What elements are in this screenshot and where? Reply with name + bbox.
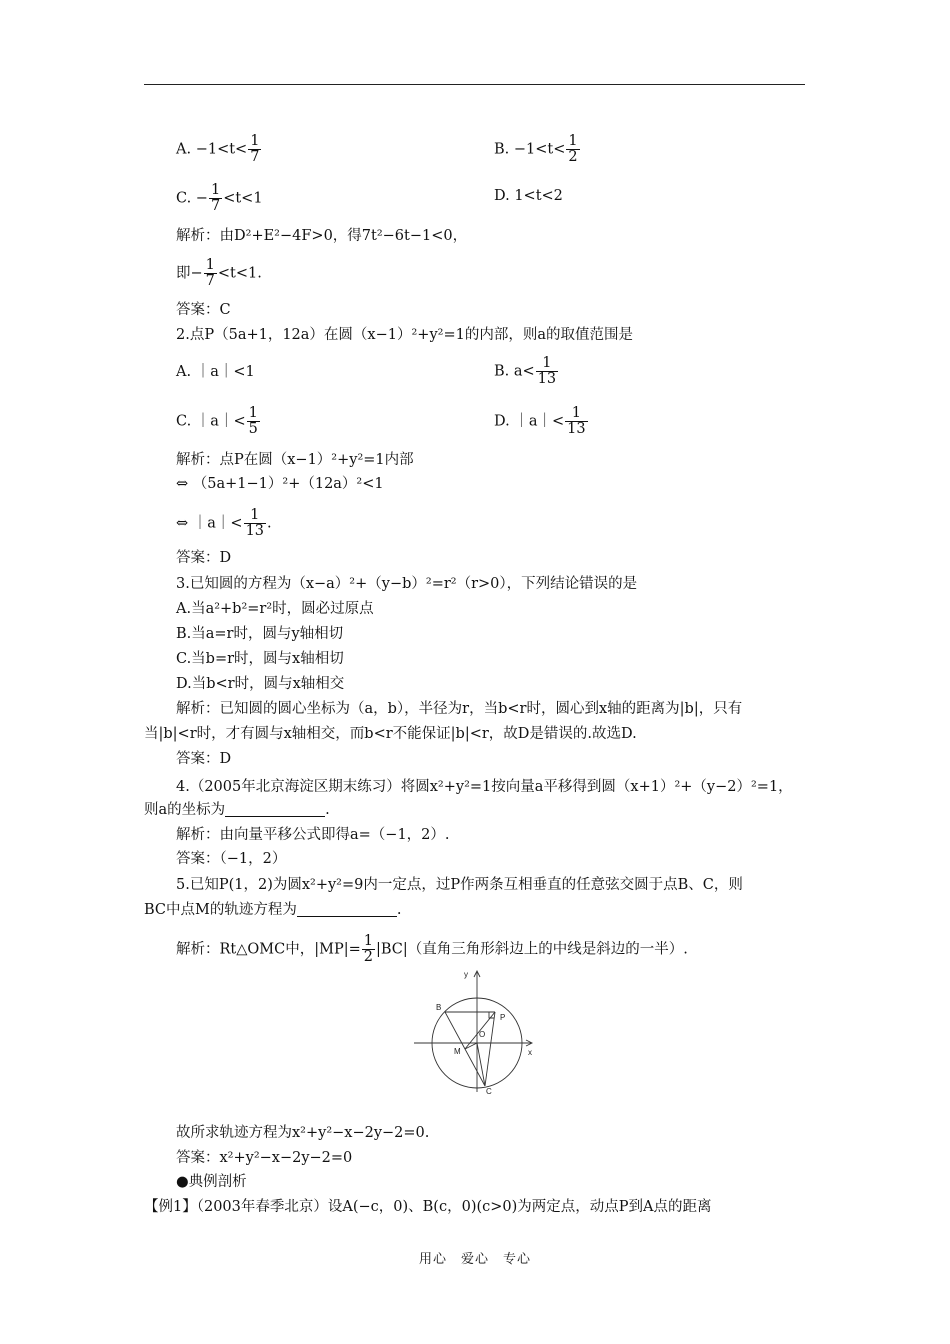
label-y: y [464,970,468,979]
q2-option-d: D. ｜a｜< $\frac{1}{13}$ [494,405,586,437]
q2-answer: 答案：D [176,550,232,566]
label-o: O [479,1030,486,1039]
label-c: C [486,1087,492,1096]
q1-analysis-line-2: 即− $\frac{1}{7}$ <t<1. [176,257,262,289]
q5-answer: 答案：x²+y²−x−2y−2=0 [176,1150,353,1166]
q1-option-d: D. 1<t<2 [494,188,563,204]
q1-answer: 答案：C [176,302,231,318]
q2-analysis-line-2: ⇔ （5a+1−1）²+（12a）²<1 [176,476,384,492]
q3-analysis-line-2: 当|b|<r时，才有圆与x轴相交，而b<r不能保证|b|<r，故D是错误的.故选D. [144,726,637,742]
q5-answer-blank [297,902,397,917]
q2-option-b: B. a< $\frac{1}{13}$ [494,355,557,387]
label-m: M [454,1047,461,1056]
q4-stem-line-1: 4.（2005年北京海淀区期末练习）将圆x²+y²=1按向量a平移得到圆（x+1）²+（y−2）²=1， [176,779,793,795]
q3-option-c: C.当b=r时，圆与x轴相切 [176,651,344,667]
q3-option-a: A.当a²+b²=r²时，圆必过原点 [176,601,374,617]
q3-option-b: B.当a=r时，圆与y轴相切 [176,626,344,642]
circle-chord-figure [412,966,542,1096]
q2-analysis-line-3: ⇔ ｜a｜< $\frac{1}{13}$ . [176,507,272,539]
q5-analysis: 解析：Rt△OMC中，|MP|= $\frac{1}{2}$ |BC|（直角三角形斜边上的中线是斜边的一半）. [176,933,688,965]
q2-option-a: A. ｜a｜<1 [176,364,255,380]
q5-stem-line-1: 5.已知P(1，2)为圆x²+y²=9内一定点，过P作两条互相垂直的任意弦交圆于点B、C，则 [176,877,743,893]
q4-analysis: 解析：由向量平移公式即得a=（−1，2）. [176,827,450,843]
segment-mo [465,1043,477,1049]
section-title: ●典例剖析 [176,1174,247,1190]
q5-conclusion: 故所求轨迹方程为x²+y²−x−2y−2=0. [176,1125,430,1141]
q1-option-c: C. − $\frac{1}{7}$ <t<1 [176,182,263,214]
header-rule [144,84,805,85]
example-1: 【例1】（2003年春季北京）设A(−c，0)、B(c，0)(c>0)为两定点，动点P到A点的距离 [144,1199,712,1215]
q2-option-c: C. ｜a｜< $\frac{1}{5}$ [176,405,258,437]
q4-stem-line-2: 则a的坐标为 . [144,802,330,818]
q4-answer: 答案：（−1，2） [176,851,287,867]
q3-option-d: D.当b<r时，圆与x轴相交 [176,676,345,692]
q1-option-a: A. −1<t< $\frac{1}{7}$ [176,133,260,165]
q4-answer-blank [225,802,325,817]
q1-option-b: B. −1<t< $\frac{1}{2}$ [494,133,578,165]
q3-answer: 答案：D [176,751,232,767]
q3-stem: 3.已知圆的方程为（x−a）²+（y−b）²=r²（r>0），下列结论错误的是 [176,576,638,592]
footer: 用心 爱心 专心 [418,1252,531,1267]
segment-oc [477,1043,485,1086]
q5-stem-line-2: BC中点M的轨迹方程为 . [144,902,402,918]
label-x: x [528,1048,532,1057]
q2-stem: 2.点P（5a+1，12a）在圆（x−1）²+y²=1的内部，则a的取值范围是 [176,327,633,343]
label-p: P [500,1013,506,1022]
right-angle-mark [489,1012,494,1018]
q1-analysis-line-1: 解析：由D²+E²−4F>0，得7t²−6t−1<0， [176,228,468,244]
label-b: B [436,1003,442,1012]
q2-analysis-line-1: 解析：点P在圆（x−1）²+y²=1内部 [176,452,414,468]
q3-analysis-line-1: 解析：已知圆的圆心坐标为（a，b），半径为r，当b<r时，圆心到x轴的距离为|b|，只有 [176,701,743,717]
